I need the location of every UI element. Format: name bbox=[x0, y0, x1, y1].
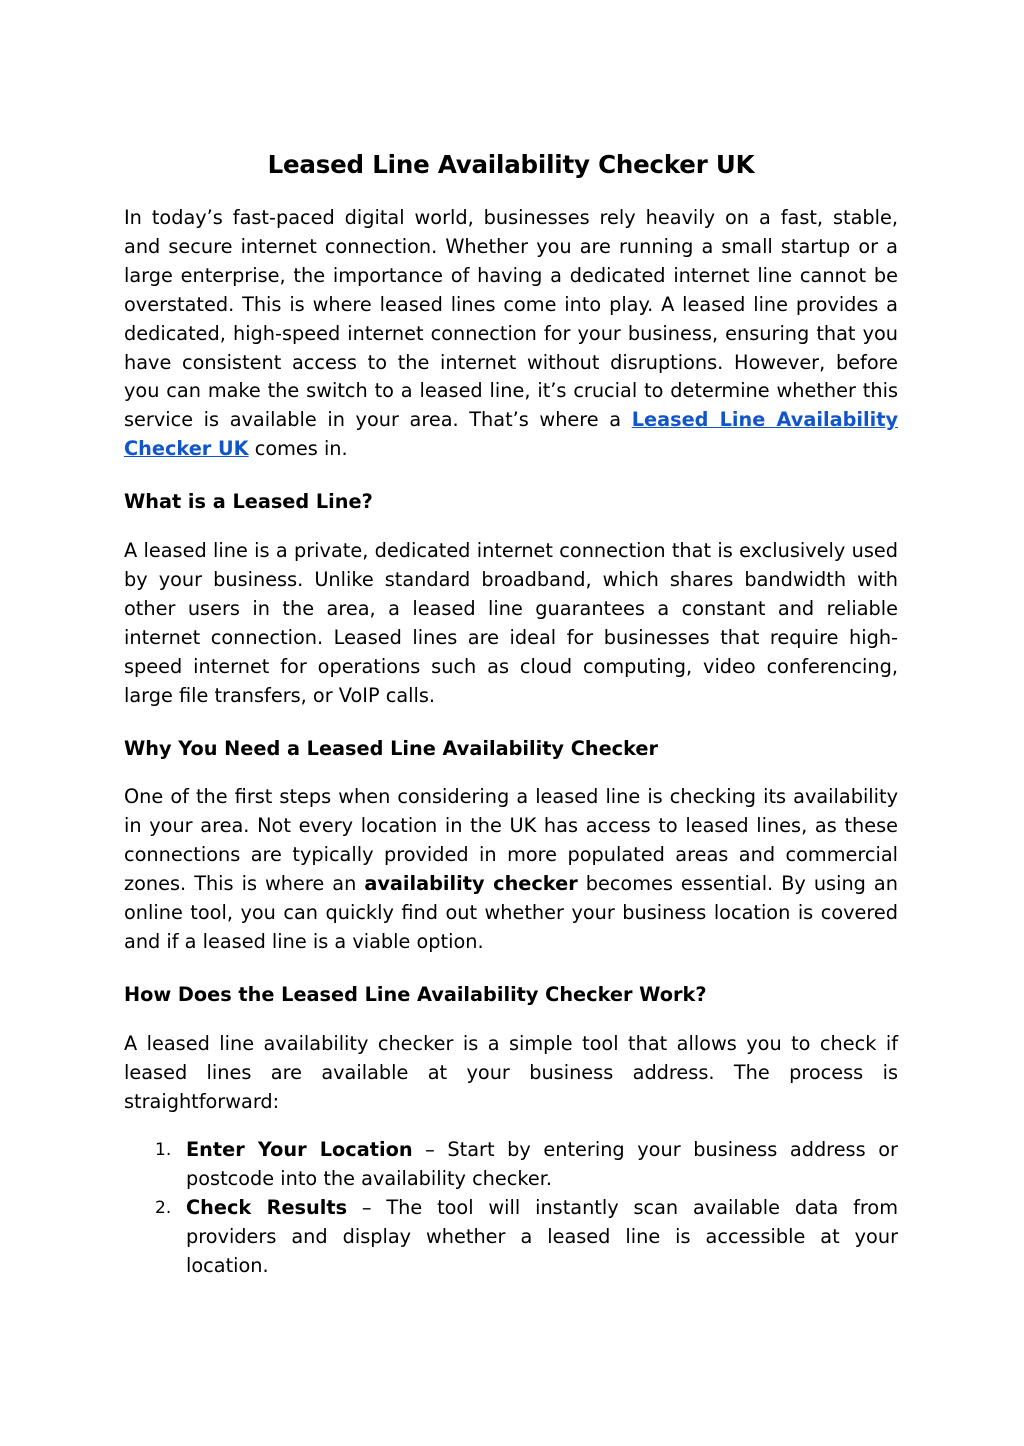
section-body-why-need bbox=[124, 783, 898, 956]
intro-paragraph bbox=[124, 204, 898, 464]
steps-list bbox=[124, 1136, 898, 1281]
step-title: Enter Your Location bbox=[186, 1138, 413, 1162]
intro-text: In today’s fast-paced digital world, businesses rely heavily on a fast, stable, and secure internet connection. Whether you are running a small startup or a large enterprise, the importance of having a dedicated internet line cannot be overstated. This is where leased lines come into play. A leased line provides a dedicated, high-speed internet connection for your business, ensuring that you have consistent access to the internet without disruptions. However, before you can make the switch to a leased line, it’s crucial to determine whether this service is available in your area. That’s where a bbox=[124, 206, 898, 432]
availability-checker-bold: availability checker bbox=[364, 872, 578, 896]
step-text: – The tool will instantly scan available data from providers and display whether a leased line is accessible at your location. bbox=[186, 1196, 898, 1278]
list-item bbox=[124, 1194, 898, 1281]
page-title: Leased Line Availability Checker UK bbox=[267, 150, 755, 179]
step-number: 2. bbox=[155, 1198, 172, 1219]
step-number: 1. bbox=[155, 1140, 172, 1161]
section-heading-what-is: What is a Leased Line? bbox=[124, 490, 373, 514]
section-body-what-is: A leased line is a private, dedicated internet connection that is exclusively used by your business. Unlike standard broadband, which shares bandwidth with other users in the area, a leased line guarantees a constant and reliable internet connection. Leased lines are ideal for businesses that require high-speed internet for operations such as cloud computing, video conferencing, large file transfers, or VoIP calls. bbox=[124, 539, 898, 707]
why-need-text-end: becomes essential. By using an online tool, you can quickly find out whether your business location is covered and if a leased line is a viable option. bbox=[124, 872, 898, 953]
document-page bbox=[124, 148, 898, 1281]
why-need-text: One of the first steps when considering a leased line is checking its availability in your area. Not every location in the UK has access to leased lines, as these connections are typically provided in more populated areas and commercial zones. This is where an bbox=[124, 785, 898, 896]
leased-line-checker-link[interactable]: Leased Line Availability Checker UK bbox=[124, 408, 899, 461]
step-title: Check Results bbox=[186, 1196, 348, 1220]
section-heading-why-need: Why You Need a Leased Line Availability Checker bbox=[124, 736, 658, 760]
list-item bbox=[124, 1136, 898, 1194]
step-text: – Start by entering your business address or postcode into the availability checker. bbox=[186, 1138, 898, 1191]
section-heading-how-work: How Does the Leased Line Availability Checker Work? bbox=[124, 982, 707, 1006]
section-body-how-work: A leased line availability checker is a simple tool that allows you to check if leased lines are available at your business address. The process is straightforward: bbox=[124, 1031, 898, 1113]
intro-text-end: comes in. bbox=[248, 437, 348, 461]
